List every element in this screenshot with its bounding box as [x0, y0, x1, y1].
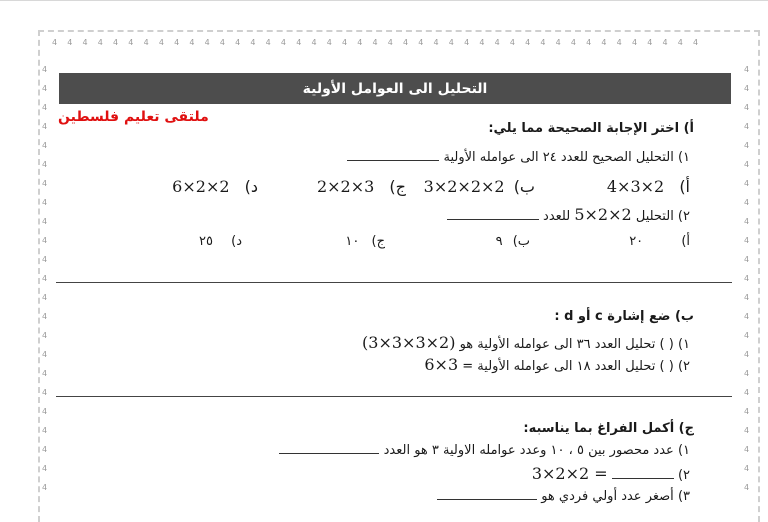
- answer-blank[interactable]: [347, 160, 439, 161]
- answer-blank[interactable]: [279, 453, 379, 454]
- option-a1-d[interactable]: [172, 177, 258, 196]
- section-divider: [56, 282, 732, 283]
- option-label: ب): [513, 177, 535, 196]
- item-number: ٣): [677, 489, 690, 504]
- answer-blank[interactable]: [437, 499, 537, 500]
- option-a2-a[interactable]: [629, 234, 690, 249]
- answer-blank[interactable]: [447, 219, 539, 220]
- border-pattern-right: 4 4 4 4 4 4 4 4 4 4 4 4 4 4 4 4 4 4 4 4 4 4 4: [744, 65, 750, 492]
- statement-text: تحليل العدد ٣٦ الى عوامله الأولية هو: [459, 337, 656, 352]
- option-value: ٩: [495, 234, 503, 249]
- fill-c2: [532, 464, 690, 483]
- question-a2-expr: 5×2×2: [574, 205, 632, 224]
- section-a-heading: أ) اختر الإجابة الصحيحة مما يلي:: [488, 121, 694, 136]
- statement-expr: (3×3×3×2): [362, 333, 456, 352]
- answer-box[interactable]: ( ): [659, 359, 674, 374]
- question-a1-text: ١) التحليل الصحيح للعدد ٢٤ الى عوامله الأولية: [443, 150, 690, 165]
- section-c-heading: ج) أكمل الفراغ بما يناسبه:: [523, 421, 694, 436]
- option-value: ١٠: [345, 234, 360, 249]
- item-number: ١): [677, 337, 690, 352]
- option-label: أ): [679, 177, 690, 196]
- option-label: د): [244, 177, 258, 196]
- statement-text: تحليل العدد ١٨ الى عوامله الأولية =: [462, 359, 656, 374]
- item-number: ٢): [677, 359, 690, 374]
- statement-expr: 6×3: [424, 355, 459, 374]
- statement-b1: [362, 333, 690, 352]
- fill-text: أصغر عدد أولي فردي هو: [541, 489, 674, 504]
- section-b-heading: ب) ضع إشارة c أو d :: [554, 309, 694, 324]
- border-pattern-top: 4 4 4 4 4 4 4 4 4 4 4 4 4 4 4 4 4 4 4 4 4 4 4 4 4 4 4 4 4 4 4 4 4 4 4 4 4 4 4 4 4 4 4: [52, 38, 699, 47]
- page-top-edge: [0, 0, 768, 1]
- option-a2-c[interactable]: [345, 234, 385, 249]
- fill-c3: [437, 489, 690, 504]
- option-a2-d[interactable]: [199, 234, 242, 249]
- option-value: 3×2×2×2: [423, 177, 505, 196]
- watermark-text: ملتقى تعليم فلسطين: [58, 109, 209, 125]
- question-a1: [347, 150, 690, 165]
- option-value: 6×2×2: [172, 177, 230, 196]
- option-a1-a[interactable]: [607, 177, 690, 196]
- statement-b2: [424, 355, 690, 374]
- question-a2-suffix: للعدد: [543, 209, 571, 224]
- option-label: ب): [512, 234, 530, 249]
- option-label: ج): [389, 177, 406, 196]
- worksheet-title: التحليل الى العوامل الأولية: [59, 73, 731, 104]
- option-value: 4×3×2: [606, 177, 665, 196]
- item-number: ١): [677, 443, 690, 458]
- option-a1-b[interactable]: [424, 177, 535, 196]
- option-value: ٢٥: [199, 234, 213, 249]
- question-a2: [447, 205, 690, 224]
- option-value: 2×2×3: [316, 177, 375, 196]
- option-value: ٢٠: [629, 234, 644, 249]
- answer-blank[interactable]: [612, 478, 674, 479]
- option-label: ج): [371, 234, 385, 249]
- border-pattern-left: 4 4 4 4 4 4 4 4 4 4 4 4 4 4 4 4 4 4 4 4 4 4 4: [42, 65, 48, 492]
- fill-text: عدد محصور بين ٥ ، ١٠ وعدد عوامله الاولية ٣ هو العدد: [383, 443, 674, 458]
- item-number: ٢): [677, 468, 690, 483]
- fill-expr: 3×2×2 =: [531, 464, 608, 483]
- option-a2-b[interactable]: [496, 234, 530, 249]
- section-divider: [56, 396, 732, 397]
- option-label: د): [231, 234, 242, 249]
- fill-c1: [279, 443, 690, 458]
- question-a2-prefix: ٢) التحليل: [635, 209, 690, 224]
- option-label: أ): [681, 234, 690, 249]
- answer-box[interactable]: ( ): [659, 337, 674, 352]
- option-a1-c[interactable]: [317, 177, 406, 196]
